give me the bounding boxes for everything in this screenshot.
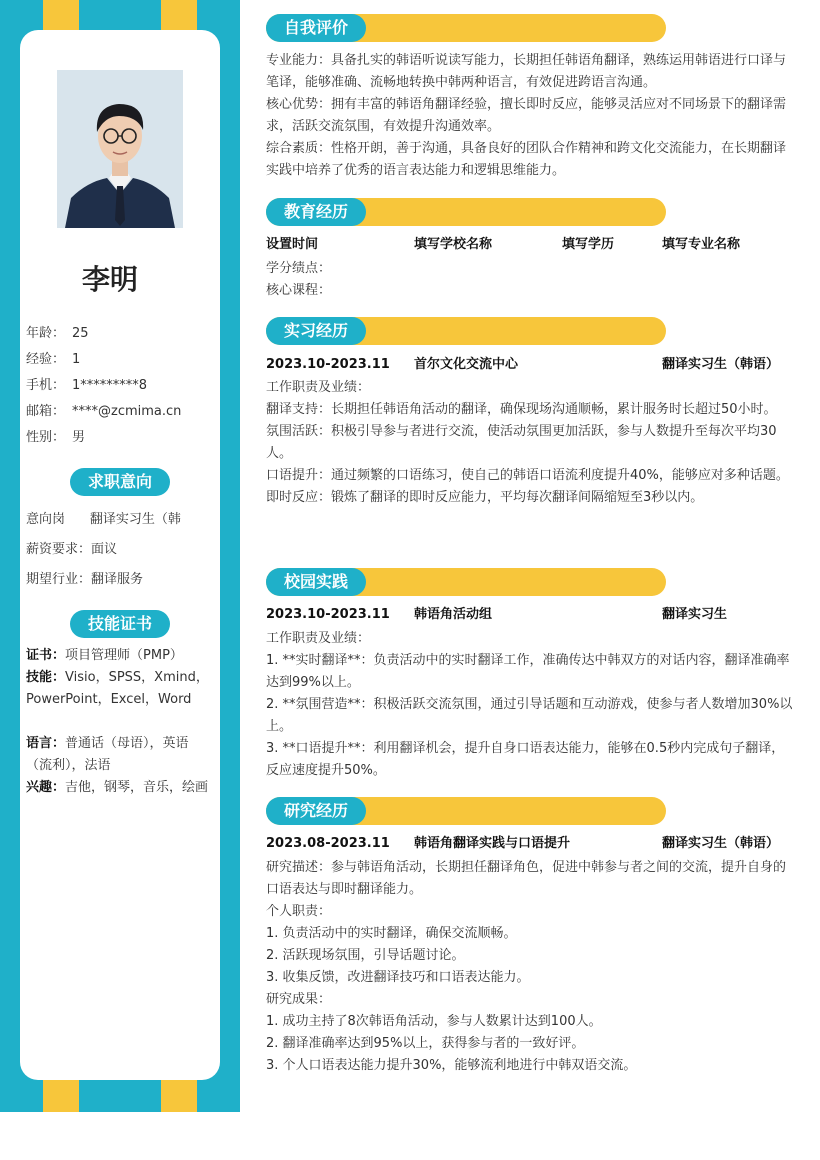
campus-line: 1. **实时翻译**：负责活动中的实时翻译工作，准确传达中韩双方的对话内容，翻译准确率达到99%以上。 (266, 653, 790, 690)
internship-line: 翻译支持：长期担任韩语角活动的翻译，确保现场沟通顺畅，累计服务时长超过50小时。 (266, 402, 777, 417)
research-row (266, 833, 796, 855)
intent-industry: 期望行业：翻译服务 (26, 572, 144, 587)
internship-role: 翻译实习生（韩语） (662, 357, 780, 372)
research-line: 3. 收集反馈，改进翻译技巧和口语表达能力。 (266, 970, 530, 985)
self-eval-line: 核心优势：拥有丰富的韩语角翻译经验，擅长即时反应，能够灵活应对不同场景下的翻译需求，活跃交流氛围，有效提升沟通效率。 (266, 97, 787, 134)
campus-role: 翻译实习生 (662, 607, 728, 622)
education-degree: 填写学历 (562, 237, 615, 252)
education-school: 填写学校名称 (414, 237, 493, 252)
research-role: 翻译实习生（韩语） (662, 836, 780, 851)
education-gpa: 学分绩点： (266, 261, 332, 276)
internship-org: 首尔文化交流中心 (414, 357, 519, 372)
research-org: 韩语角翻译实践与口语提升 (414, 836, 571, 851)
research-line: 1. 成功主持了8次韩语角活动，参与人数累计达到100人。 (266, 1014, 602, 1029)
campus-org: 韩语角活动组 (414, 607, 493, 622)
campus-line: 2. **氛围营造**：积极活跃交流氛围，通过引导话题和互动游戏，使参与者人数增加30%以上。 (266, 697, 793, 734)
internship-row (266, 354, 796, 376)
info-row-gender: 性别： 男 (26, 430, 86, 445)
info-row-email: 邮箱： ****@zcmima.cn (26, 404, 182, 419)
research-time: 2023.08-2023.11 (266, 836, 390, 851)
decor-stripe (161, 1080, 197, 1112)
education-row (266, 234, 796, 256)
campus-time: 2023.10-2023.11 (266, 607, 390, 622)
internship-line: 氛围活跃：积极引导参与者进行交流，使活动氛围更加活跃，参与人数提升至每次平均30人。 (266, 424, 777, 461)
campus-line: 3. **口语提升**：利用翻译机会，提升自身口语表达能力，能够在0.5秒内完成句子翻译，反应速度提升50%。 (266, 741, 785, 778)
research-line: 2. 活跃现场氛围，引导话题讨论。 (266, 948, 465, 963)
education-time: 设置时间 (266, 237, 319, 252)
research-title: 研究经历 (266, 797, 366, 825)
education-header (266, 198, 666, 226)
research-line: 1. 负责活动中的实时翻译，确保交流顺畅。 (266, 926, 517, 941)
info-row-age: 年龄： 25 (26, 326, 89, 341)
research-line: 研究成果： (266, 992, 332, 1007)
self-eval-line: 综合素质：性格开朗，善于沟通，具备良好的团队合作精神和跨文化交流能力，在长期翻译实践中培养了优秀的语言表达能力和逻辑思维能力。 (266, 141, 787, 178)
campus-line: 工作职责及业绩： (266, 631, 371, 646)
internship-body (266, 377, 796, 509)
skill-software: 技能：Visio，SPSS，Xmind，PowerPoint，Excel，Word (26, 670, 209, 707)
decor-stripe (161, 0, 197, 30)
job-intent-heading: 求职意向 (70, 468, 170, 496)
skill-cert: 证书：项目管理师（PMP） (26, 648, 183, 663)
self-eval-line: 专业能力：具备扎实的韩语听说读写能力，长期担任韩语角翻译，熟练运用韩语进行口译与笔译，能够准确、流畅地转换中韩两种语言，有效促进跨语言沟通。 (266, 53, 787, 90)
self-eval-body (266, 50, 796, 182)
research-line: 个人职责： (266, 904, 332, 919)
intent-salary: 薪资要求：面议 (26, 542, 118, 557)
candidate-name: 李明 (81, 263, 138, 296)
info-row-phone: 手机： 1*********8 (26, 378, 148, 393)
campus-row (266, 604, 796, 626)
internship-line: 口语提升：通过频繁的口语练习，使自己的韩语口语流利度提升40%，能够应对多种话题。 (266, 468, 789, 483)
education-body (266, 258, 796, 302)
decor-stripe (43, 1080, 79, 1112)
research-line: 3. 个人口语表达能力提升30%，能够流利地进行中韩双语交流。 (266, 1058, 637, 1073)
campus-body (266, 628, 796, 782)
skill-language: 语言：普通话（母语），英语（流利），法语 (26, 736, 189, 773)
research-line: 研究描述：参与韩语角活动，长期担任翻译角色，促进中韩参与者之间的交流，提升自身的口语表达与即时翻译能力。 (266, 860, 787, 897)
campus-title: 校园实践 (266, 568, 366, 596)
campus-header (266, 568, 666, 596)
research-body (266, 857, 796, 1077)
self-eval-header (266, 14, 666, 42)
decor-stripe (43, 0, 79, 30)
skill-hobby: 兴趣：吉他，钢琴，音乐，绘画 (26, 780, 209, 795)
internship-line: 工作职责及业绩： (266, 380, 371, 395)
education-title: 教育经历 (266, 198, 366, 226)
education-major: 填写专业名称 (662, 237, 741, 252)
education-courses: 核心课程： (266, 283, 332, 298)
self-eval-title: 自我评价 (266, 14, 366, 42)
internship-header (266, 317, 666, 345)
research-line: 2. 翻译准确率达到95%以上，获得参与者的一致好评。 (266, 1036, 585, 1051)
info-row-experience: 经验： 1 (26, 352, 81, 367)
profile-photo (57, 70, 183, 228)
internship-time: 2023.10-2023.11 (266, 357, 390, 372)
research-header (266, 797, 666, 825)
intent-position: 意向岗 翻译实习生（韩 (26, 512, 181, 527)
internship-title: 实习经历 (266, 317, 366, 345)
internship-line: 即时反应：锻炼了翻译的即时反应能力，平均每次翻译间隔缩短至3秒以内。 (266, 490, 704, 505)
skills-heading: 技能证书 (70, 610, 170, 638)
